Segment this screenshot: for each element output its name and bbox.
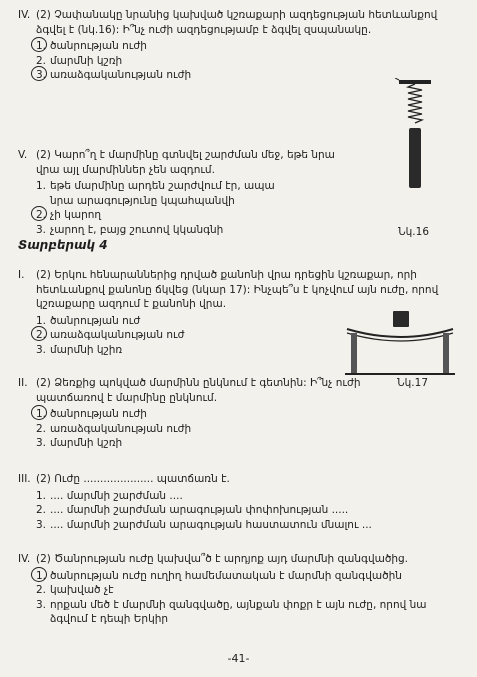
option-3[interactable]: 3. որքան մեծ է մարմնի զանգվածը, այնքան փոքր է այն ուժը, որով նա ձգվում է դեպի Երկիր — [36, 598, 427, 626]
option-2[interactable]: 2. չի կարող — [36, 209, 102, 222]
figure-16-caption: Նկ.16 — [398, 226, 430, 238]
question-text: (2) Ուժը ..................... պատճառն է. — [36, 473, 230, 485]
options-list — [36, 407, 388, 451]
question-text: (2) Երկու հենարաններից դրված քանոնի վրա դրեցին կշռաքար, որի հետևանքով քանոնը ճկվեց (նկար 17): Ինչպե՞ս է կոչվում այն ուժը, որով կշռաքարը ազդում է քանոնի վրա. — [36, 269, 439, 311]
option-3[interactable]: 3. չարող է, բայց շուտով կկանգնի — [36, 223, 224, 236]
option-2[interactable]: 2. առաձգականության ուժ — [36, 329, 185, 342]
page-number: -41- — [227, 652, 250, 665]
option-3[interactable]: 3. մարմնի կշռի — [36, 437, 123, 450]
ruler-weight-figure — [345, 305, 455, 377]
question-text: (2) Ծանրության ուժը կախվա՞ծ է արդյոք այդ մարմնի զանգվածից. — [36, 553, 409, 565]
question-number: IV. — [18, 9, 31, 21]
option-2[interactable]: 2. մարմնի կշռի — [36, 54, 123, 67]
question-iv — [18, 8, 458, 83]
option-1[interactable]: 1. ծանրության ուժի — [36, 408, 147, 421]
option-1[interactable]: 1. ծանրության ուժի — [36, 40, 147, 53]
option-1[interactable]: 1. եթե մարմինը արդեն շարժվում էր, ապա նրա արագությունը կպահպանվի — [36, 180, 275, 207]
question-number: I. — [18, 269, 25, 281]
option-1[interactable]: 1. ծանրության ուժ — [36, 314, 141, 327]
variant4-question-iii — [18, 472, 458, 532]
question-number: III. — [18, 473, 31, 485]
option-3[interactable]: 3. .... մարմնի շարժման արագության հաստատուն մնալու ... — [36, 518, 372, 531]
variant4-question-ii — [18, 376, 388, 451]
question-v — [18, 148, 358, 238]
question-number: V. — [18, 149, 28, 161]
question-text: (2) Ձեռքից պոկված մարմինն ընկնում է գետնին: Ի՞նչ ուժի պատճառով է մարմինը ընկնում. — [36, 377, 361, 404]
option-1[interactable]: 1. ծանրության ուժը ուղիղ համեմատական է մարմնի զանգվածին — [36, 569, 402, 582]
options-list — [36, 489, 458, 533]
variant-heading: Տարբերակ 4 — [18, 238, 108, 252]
variant4-question-iv — [18, 552, 458, 627]
spring-weight-figure — [395, 78, 435, 193]
option-2[interactable]: 2. առաձգականության ուժի — [36, 422, 192, 435]
option-2[interactable]: 2. կախված չէ — [36, 584, 114, 597]
question-number: II. — [18, 377, 28, 389]
option-3[interactable]: 3. առաձգականության ուժի — [36, 69, 192, 82]
question-number: IV. — [18, 553, 31, 565]
option-1[interactable]: 1. .... մարմնի շարժման .... — [36, 489, 183, 502]
option-3[interactable]: 3. մարմնի կշիռ — [36, 343, 123, 356]
question-text: (2) Չափանակը նրանից կախված կշռաքարի ազդեցության հետևանքով ձգվել է (նկ.16): Ի՞նչ ուժի ազդեցությամբ է ձգվել զսպանակը. — [36, 9, 438, 36]
options-list — [36, 569, 458, 627]
option-2[interactable]: 2. .... մարմնի շարժման արագության փոփոխության ..... — [36, 504, 349, 517]
figure-17-caption: Նկ.17 — [397, 377, 429, 389]
question-text: (2) Կարո՞ղ է մարմինը գտնվել շարժման մեջ, եթե նրա վրա այլ մարմիններ չեն ազդում. — [36, 149, 335, 176]
options-list — [36, 39, 458, 83]
options-list — [36, 179, 358, 237]
